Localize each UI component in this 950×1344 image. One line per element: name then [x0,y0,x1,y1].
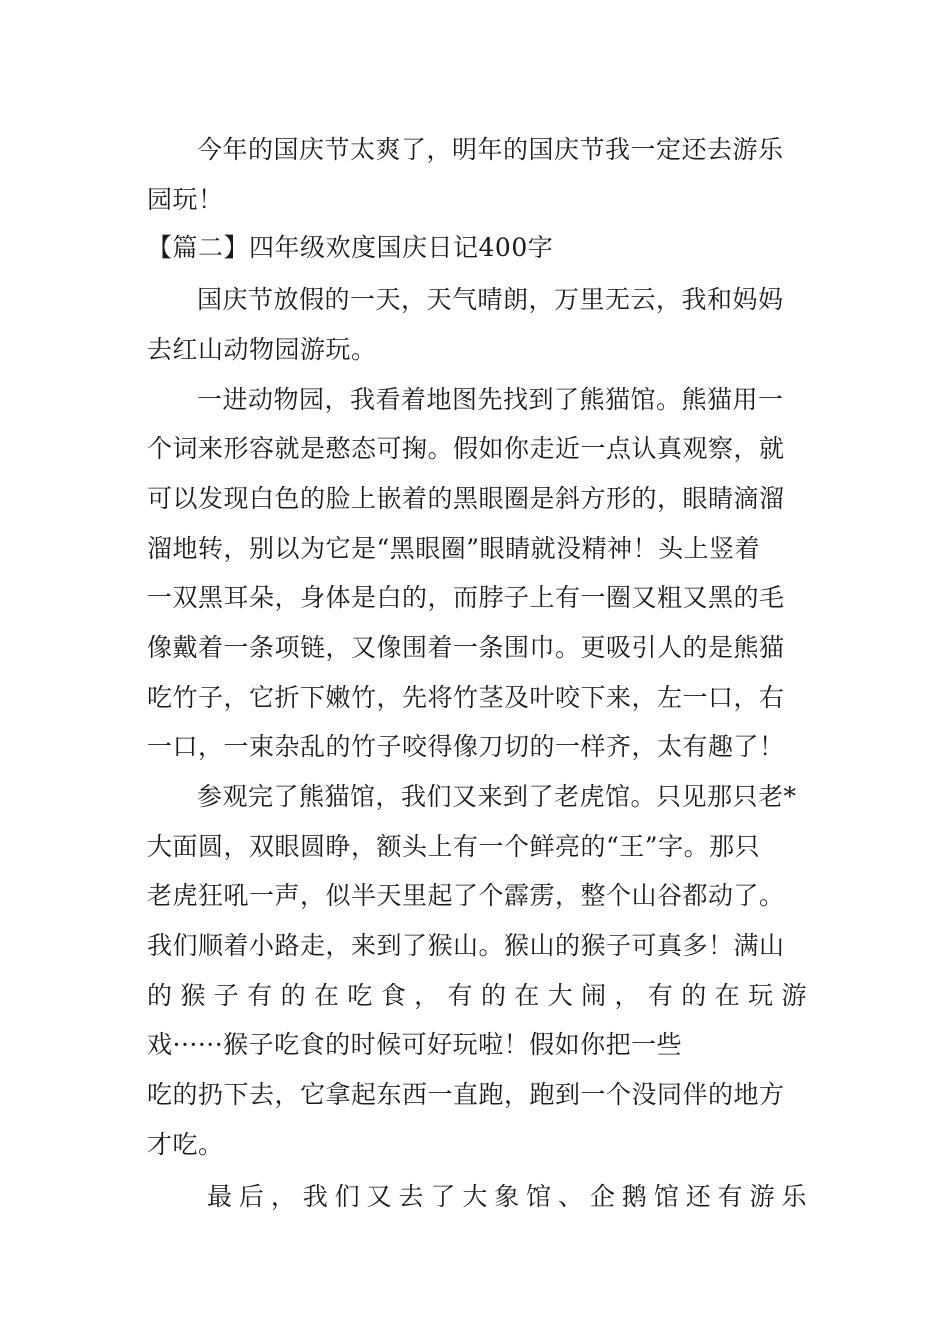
paragraph-line: 我们顺着小路走，来到了猴山。猴山的猴子可真多！满山 [147,931,785,960]
paragraph-line: 戏······猴子吃食的时候可好玩啦！假如你把一些 [147,1030,683,1059]
paragraph-line: 最后，我们又去了大象馆、企鹅馆还有游乐 [207,1182,807,1211]
paragraph-line: 吃竹子，它折下嫩竹，先将竹茎及叶咬下来，左一口，右 [147,683,785,712]
paragraph-line: 溜地转，别以为它是“黑眼圈”眼睛就没精神！头上竖着 [147,534,761,563]
paragraph-line: 去红山动物园游玩。 [147,335,377,364]
paragraph-line: 参观完了熊猫馆，我们又来到了老虎馆。只见那只老* [197,782,797,811]
paragraph-line: 的猴子有的在吃食，有的在大闹，有的在玩游 [147,981,807,1010]
paragraph-line: 一口，一束杂乱的竹子咬得像刀切的一样齐，太有趣了！ [147,732,785,761]
paragraph-line: 吃的扔下去，它拿起东西一直跑，跑到一个没同伴的地方 [147,1080,785,1109]
paragraph-line: 大面圆，双眼圆睁，额头上有一个鲜亮的“王”字。那只 [147,832,761,861]
paragraph-line: 今年的国庆节太爽了，明年的国庆节我一定还去游乐 [197,135,784,164]
paragraph-line: 园玩！ [147,185,224,214]
paragraph-line: 国庆节放假的一天，天气晴朗，万里无云，我和妈妈 [197,285,784,314]
paragraph-line: 可以发现白色的脸上嵌着的黑眼圈是斜方形的，眼睛滴溜 [147,484,785,513]
paragraph-line: 一进动物园，我看着地图先找到了熊猫馆。熊猫用一 [197,385,784,414]
paragraph-line: 像戴着一条项链，又像围着一条围巾。更吸引人的是熊猫 [147,633,785,662]
paragraph-line: 老虎狂吼一声，似半天里起了个霹雳，整个山谷都动了。 [147,881,785,910]
paragraph-line: 个词来形容就是憨态可掬。假如你走近一点认真观察，就 [147,434,785,463]
section-heading: 【篇二】四年级欢度国庆日记400字 [147,233,554,262]
paragraph-line: 才吃。 [147,1130,224,1159]
paragraph-line: 一双黑耳朵，身体是白的，而脖子上有一圈又粗又黑的毛 [147,583,785,612]
